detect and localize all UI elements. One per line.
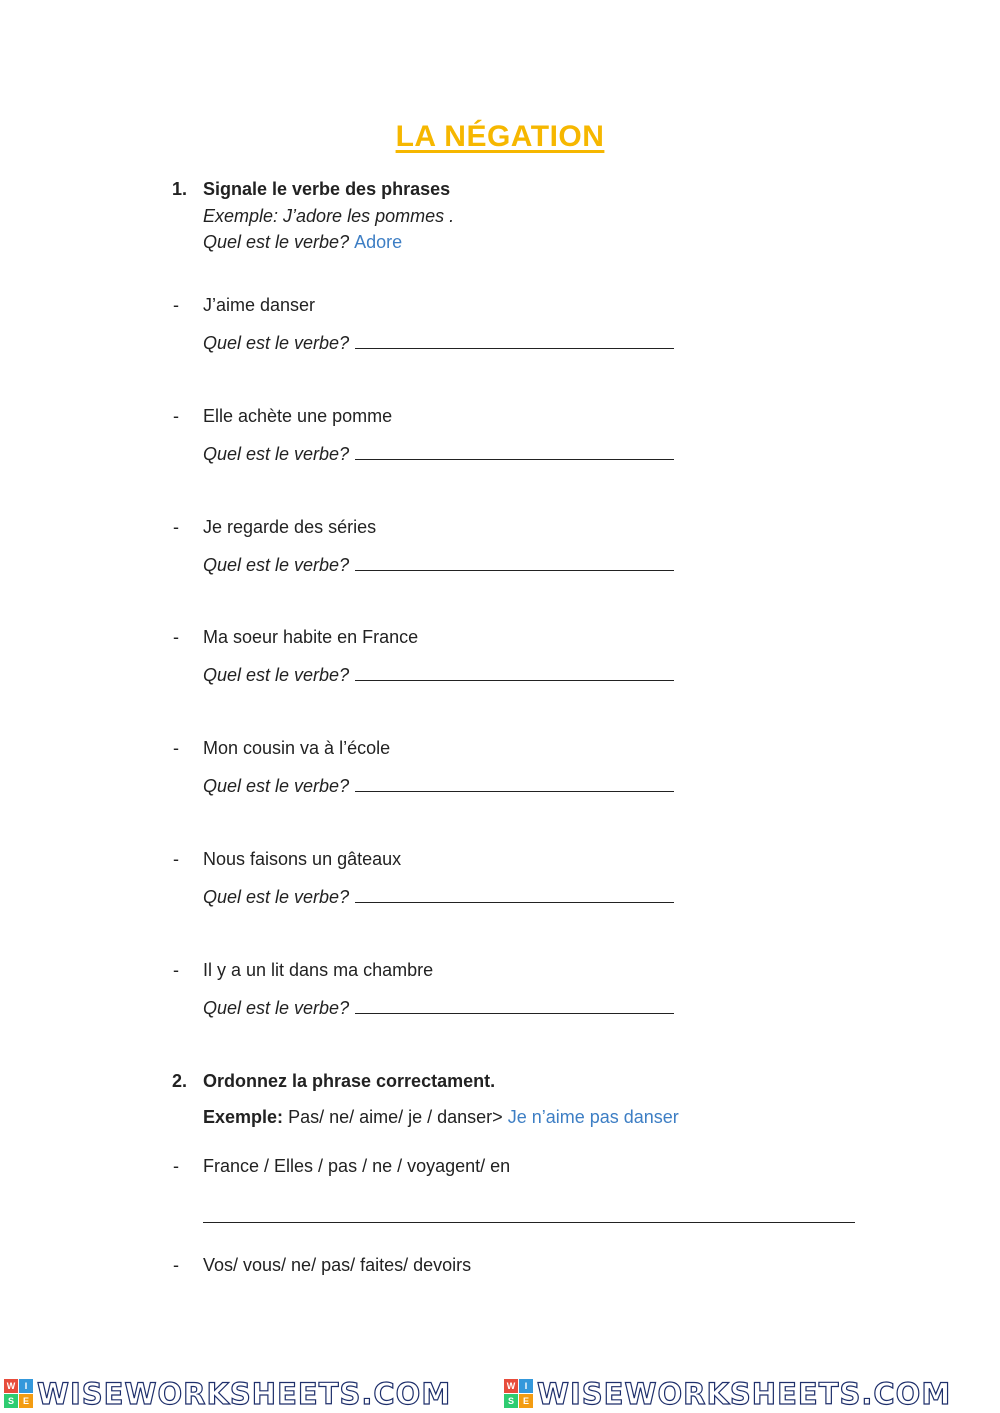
footer-watermark xyxy=(0,1374,1000,1413)
verb-question xyxy=(203,773,674,798)
section-1-example: Exemple: J’adore les pommes . xyxy=(203,206,455,226)
verb-question-text: Quel est le verbe? xyxy=(203,555,350,575)
bullet-dash: - xyxy=(173,849,179,869)
answer-line[interactable] xyxy=(355,995,674,1014)
brand-text: WISEWORKSHEETS.COM xyxy=(537,1376,952,1411)
sentence: Je regarde des séries xyxy=(203,517,377,537)
verb-question xyxy=(203,884,674,909)
page-title: LA NÉGATION xyxy=(395,120,605,153)
section-1-heading: Signale le verbe des phrases xyxy=(203,179,451,199)
answer-line[interactable] xyxy=(355,330,674,349)
example-words: Pas/ ne/ aime/ je / danser> xyxy=(288,1107,503,1127)
sentence: Nous faisons un gâteaux xyxy=(203,849,402,869)
verb-question-text: Quel est le verbe? xyxy=(203,444,350,464)
watermark-logo xyxy=(4,1374,451,1413)
logo-squares xyxy=(4,1379,33,1408)
section-2-item-2: Vos/ vous/ ne/ pas/ faites/ devoirs xyxy=(203,1255,472,1275)
sentence: Il y a un lit dans ma chambre xyxy=(203,960,434,980)
answer-line[interactable] xyxy=(355,552,674,571)
logo-square: W xyxy=(504,1379,518,1393)
verb-question-text: Quel est le verbe? xyxy=(203,665,350,685)
verb-question-text: Quel est le verbe? xyxy=(203,776,350,796)
verb-question xyxy=(203,995,674,1020)
logo-square: E xyxy=(19,1394,33,1408)
verb-question-text: Quel est le verbe? xyxy=(203,887,350,907)
answer-line[interactable] xyxy=(355,662,674,681)
example-question-text: Quel est le verbe? xyxy=(203,232,350,252)
answer-line[interactable] xyxy=(355,884,674,903)
bullet-dash: - xyxy=(173,627,179,647)
watermark-logo xyxy=(504,1374,951,1413)
section-2-item-1: France / Elles / pas / ne / voyagent/ en xyxy=(203,1156,511,1176)
bullet-dash: - xyxy=(173,738,179,758)
logo-square: W xyxy=(4,1379,18,1393)
example-answer: Adore xyxy=(354,232,403,252)
brand-text: WISEWORKSHEETS.COM xyxy=(37,1376,452,1411)
example-label: Exemple: xyxy=(203,1107,284,1127)
answer-line[interactable] xyxy=(355,773,674,792)
bullet-dash: - xyxy=(173,1156,179,1176)
section-1-example-question xyxy=(203,230,402,254)
logo-square: I xyxy=(519,1379,533,1393)
verb-question xyxy=(203,441,674,466)
sentence: J’aime danser xyxy=(203,295,316,315)
answer-line[interactable] xyxy=(203,1222,855,1223)
logo-square: S xyxy=(504,1394,518,1408)
sentence: Ma soeur habite en France xyxy=(203,627,419,647)
sentence: Mon cousin va à l’école xyxy=(203,738,391,758)
logo-square: S xyxy=(4,1394,18,1408)
bullet-dash: - xyxy=(173,406,179,426)
answer-line[interactable] xyxy=(355,441,674,460)
sentence: Elle achète une pomme xyxy=(203,406,393,426)
bullet-dash: - xyxy=(173,295,179,315)
bullet-dash: - xyxy=(173,960,179,980)
bullet-dash: - xyxy=(173,1255,179,1275)
section-2-example xyxy=(203,1105,679,1129)
verb-question xyxy=(203,662,674,687)
logo-square: E xyxy=(519,1394,533,1408)
section-1-number: 1. xyxy=(172,179,188,199)
verb-question-text: Quel est le verbe? xyxy=(203,333,350,353)
bullet-dash: - xyxy=(173,517,179,537)
logo-square: I xyxy=(19,1379,33,1393)
verb-question-text: Quel est le verbe? xyxy=(203,998,350,1018)
section-2-number: 2. xyxy=(172,1071,188,1091)
verb-question xyxy=(203,330,674,355)
section-2-heading: Ordonnez la phrase correctament. xyxy=(203,1071,496,1091)
example-answer-2: Je n’aime pas danser xyxy=(507,1107,679,1127)
logo-squares xyxy=(504,1379,533,1408)
verb-question xyxy=(203,552,674,577)
